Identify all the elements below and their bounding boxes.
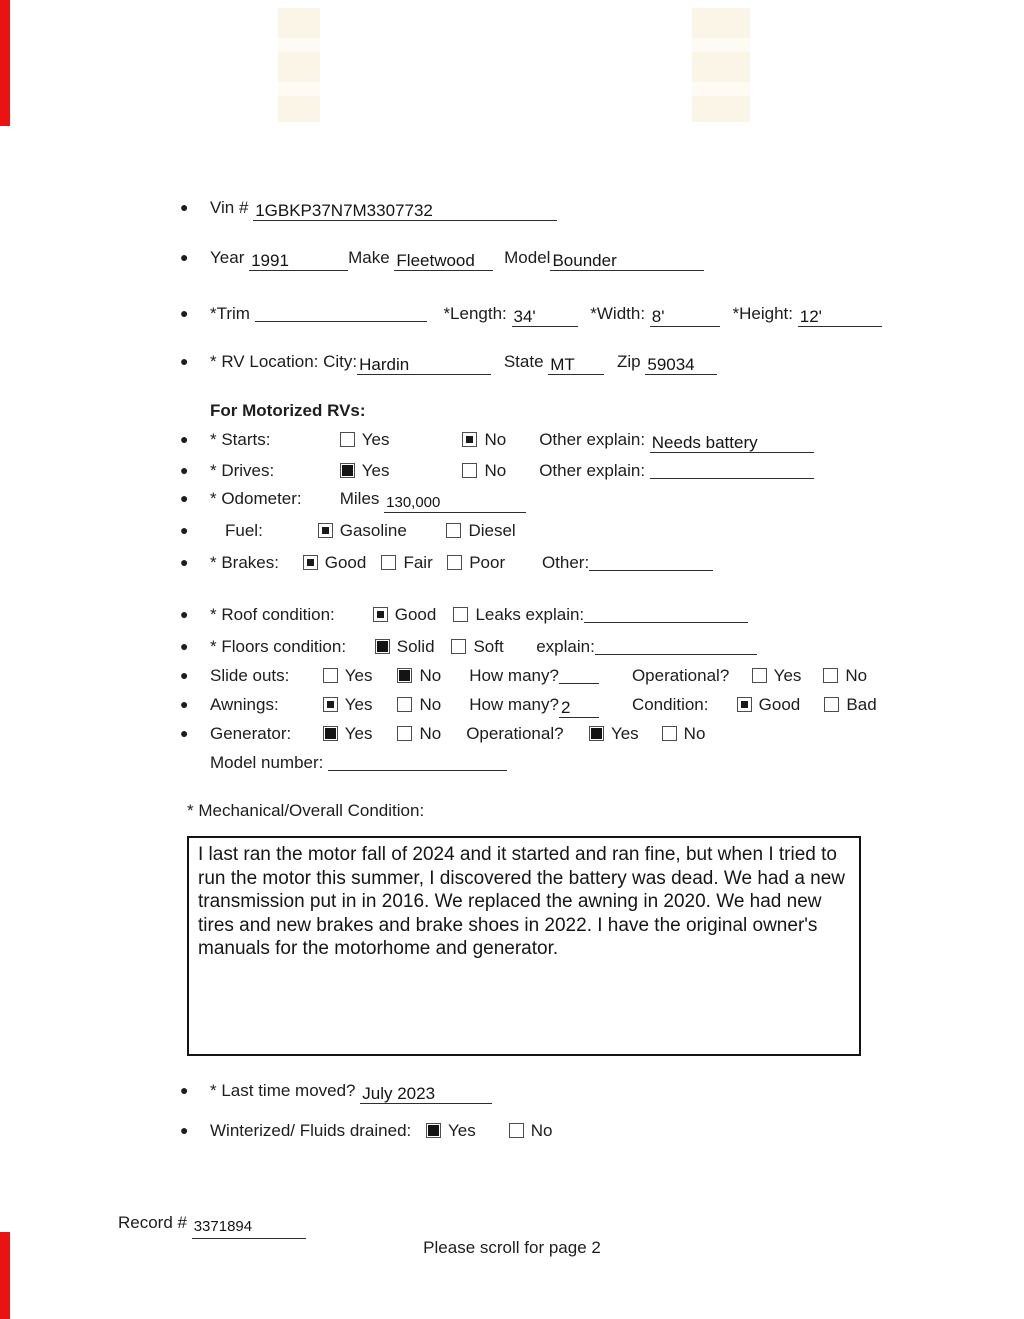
- starts-row: [180, 428, 814, 453]
- record-number-row: [118, 1213, 306, 1239]
- slideouts-no-checkbox[interactable]: [397, 668, 412, 683]
- fuel-gasoline-label: Gasoline: [339, 521, 407, 540]
- watermark-block-right: [692, 8, 750, 122]
- winterized-no-checkbox[interactable]: [509, 1123, 524, 1138]
- record-number-field[interactable]: 3371894: [192, 1218, 306, 1239]
- slideouts-howmany-label: How many?: [469, 666, 559, 685]
- bullet-icon: ●: [180, 249, 189, 265]
- year-field[interactable]: 1991: [249, 250, 348, 271]
- winterized-no-label: No: [530, 1121, 553, 1140]
- awnings-label: Awnings:: [210, 695, 279, 714]
- starts-other-field[interactable]: Needs battery: [650, 432, 814, 453]
- brakes-good-checkbox[interactable]: [303, 555, 318, 570]
- starts-no-label: No: [484, 430, 507, 449]
- awnings-howmany-field[interactable]: 2: [559, 697, 599, 718]
- awnings-yes-label: Yes: [344, 695, 373, 714]
- slideouts-yes-checkbox[interactable]: [323, 668, 338, 683]
- starts-label: * Starts:: [210, 430, 271, 449]
- height-label: *Height:: [732, 304, 793, 323]
- bullet-icon: ●: [180, 305, 189, 321]
- bullet-icon: ●: [180, 606, 189, 622]
- brakes-other-label: Other:: [541, 553, 590, 572]
- awnings-bad-checkbox[interactable]: [824, 697, 839, 712]
- slideouts-yes-label: Yes: [344, 666, 373, 685]
- bullet-icon: ●: [180, 431, 189, 447]
- scroll-for-page-2-note: Please scroll for page 2: [423, 1238, 601, 1257]
- odometer-label: * Odometer:: [210, 489, 302, 508]
- bullet-icon: ●: [180, 696, 189, 712]
- slideouts-op-no-checkbox[interactable]: [823, 668, 838, 683]
- miles-field[interactable]: 130,000: [384, 492, 526, 513]
- fuel-diesel-label: Diesel: [468, 521, 516, 540]
- trim-field[interactable]: [255, 301, 427, 322]
- vin-label: Vin #: [210, 198, 249, 217]
- bullet-icon: ●: [180, 462, 189, 478]
- vin-row: [180, 196, 557, 221]
- make-label: Make: [348, 248, 390, 267]
- length-field[interactable]: 34': [512, 306, 578, 327]
- mechanical-condition-textbox[interactable]: I last ran the motor fall of 2024 and it started and ran fine, but when I tried to run the motor this summer, I discovered the battery was dead. We had a new transmission put in in 2016. We replaced the awning in 2020. We had new tires and new brakes and brake shoes in 2022. I have the original owner's manuals for the motorhome and generator.: [187, 836, 861, 1056]
- winterized-row: [180, 1119, 552, 1142]
- starts-no-checkbox[interactable]: [462, 432, 477, 447]
- brakes-label: * Brakes:: [210, 553, 279, 572]
- winterized-yes-checkbox[interactable]: [426, 1123, 441, 1138]
- awnings-bad-label: Bad: [846, 695, 877, 714]
- model-field[interactable]: Bounder: [550, 250, 704, 271]
- year-make-model-row: [180, 246, 704, 271]
- generator-no-checkbox[interactable]: [397, 726, 412, 741]
- slideouts-howmany-field[interactable]: [559, 663, 599, 684]
- generator-op-yes-checkbox[interactable]: [589, 726, 604, 741]
- height-field[interactable]: 12': [798, 306, 882, 327]
- motorized-rvs-heading: For Motorized RVs:: [210, 401, 366, 420]
- winterized-label: Winterized/ Fluids drained:: [210, 1121, 412, 1140]
- starts-yes-checkbox[interactable]: [340, 432, 355, 447]
- model-number-row: [210, 750, 507, 774]
- zip-label: Zip: [617, 352, 641, 371]
- last-moved-row: [180, 1079, 492, 1104]
- brakes-good-label: Good: [324, 553, 367, 572]
- watermark-block-left: [278, 8, 320, 122]
- generator-op-no-checkbox[interactable]: [662, 726, 677, 741]
- fuel-row: [180, 519, 516, 542]
- brakes-fair-label: Fair: [403, 553, 433, 572]
- awnings-yes-checkbox[interactable]: [323, 697, 338, 712]
- generator-label: Generator:: [210, 724, 292, 743]
- last-moved-field[interactable]: July 2023: [360, 1083, 492, 1104]
- brakes-fair-checkbox[interactable]: [381, 555, 396, 570]
- width-field[interactable]: 8': [650, 306, 720, 327]
- state-label: State: [503, 352, 544, 371]
- generator-operational-label: Operational?: [466, 724, 564, 743]
- red-edge-mark-top: [0, 0, 10, 126]
- width-label: *Width:: [590, 304, 646, 323]
- floors-explain-field[interactable]: [595, 634, 757, 655]
- year-label: Year: [210, 248, 245, 267]
- slideouts-label: Slide outs:: [210, 666, 290, 685]
- slideouts-operational-label: Operational?: [631, 666, 730, 685]
- bullet-icon: ●: [180, 1122, 189, 1138]
- bullet-icon: ●: [180, 353, 189, 369]
- fuel-diesel-checkbox[interactable]: [446, 523, 461, 538]
- slideouts-no-label: No: [419, 666, 442, 685]
- drives-no-checkbox[interactable]: [462, 463, 477, 478]
- bullet-icon: ●: [180, 490, 189, 506]
- fuel-gasoline-checkbox[interactable]: [318, 523, 333, 538]
- awnings-howmany-label: How many?: [469, 695, 559, 714]
- drives-label: * Drives:: [210, 461, 275, 480]
- last-moved-label: * Last time moved?: [210, 1081, 356, 1100]
- drives-other-label: Other explain:: [539, 461, 646, 480]
- drives-yes-checkbox[interactable]: [340, 463, 355, 478]
- generator-op-yes-label: Yes: [610, 724, 639, 743]
- bullet-icon: ●: [180, 522, 189, 538]
- slideouts-op-yes-checkbox[interactable]: [752, 668, 767, 683]
- awnings-row: [180, 693, 877, 718]
- location-row: [180, 350, 717, 375]
- floors-label: * Floors condition:: [210, 637, 347, 656]
- floors-soft-label: Soft: [473, 637, 504, 656]
- generator-no-label: No: [419, 724, 442, 743]
- roof-row: [180, 602, 748, 626]
- brakes-poor-checkbox[interactable]: [447, 555, 462, 570]
- generator-yes-label: Yes: [344, 724, 373, 743]
- roof-good-checkbox[interactable]: [373, 607, 388, 622]
- floors-explain-label: explain:: [536, 637, 595, 656]
- brakes-row: [180, 550, 713, 574]
- awnings-no-label: No: [419, 695, 442, 714]
- odometer-row: [180, 487, 526, 513]
- drives-yes-label: Yes: [361, 461, 390, 480]
- slideouts-op-yes-label: Yes: [773, 666, 802, 685]
- slideouts-row: [180, 663, 867, 687]
- winterized-yes-label: Yes: [448, 1121, 476, 1140]
- roof-leaks-checkbox[interactable]: [453, 607, 468, 622]
- starts-yes-label: Yes: [361, 430, 390, 449]
- floors-solid-label: Solid: [396, 637, 435, 656]
- mechanical-heading: * Mechanical/Overall Condition:: [187, 801, 425, 820]
- miles-label: Miles: [339, 489, 380, 508]
- model-number-field[interactable]: [328, 750, 507, 771]
- location-label: * RV Location: City:: [210, 352, 358, 371]
- trim-label: *Trim: [210, 304, 250, 323]
- bullet-icon: ●: [180, 1082, 189, 1098]
- roof-leaks-label: Leaks explain:: [475, 605, 585, 624]
- state-field[interactable]: MT: [548, 354, 604, 375]
- generator-row: [180, 722, 705, 745]
- brakes-poor-label: Poor: [469, 553, 506, 572]
- city-field[interactable]: Hardin: [357, 354, 491, 375]
- generator-yes-checkbox[interactable]: [323, 726, 338, 741]
- dimensions-row: [180, 301, 882, 327]
- roof-good-label: Good: [394, 605, 437, 624]
- bullet-icon: ●: [180, 725, 189, 741]
- drives-no-label: No: [484, 461, 507, 480]
- length-label: *Length:: [443, 304, 507, 323]
- zip-field[interactable]: 59034: [645, 354, 717, 375]
- bullet-icon: ●: [180, 667, 189, 683]
- awnings-condition-label: Condition:: [631, 695, 709, 714]
- model-number-label: Model number:: [210, 753, 324, 772]
- awnings-good-label: Good: [758, 695, 801, 714]
- floors-soft-checkbox[interactable]: [451, 639, 466, 654]
- generator-op-no-label: No: [683, 724, 706, 743]
- awnings-good-checkbox[interactable]: [737, 697, 752, 712]
- roof-label: * Roof condition:: [210, 605, 335, 624]
- model-label: Model: [504, 248, 551, 267]
- drives-other-field[interactable]: [650, 458, 814, 479]
- make-field[interactable]: Fleetwood: [394, 250, 493, 271]
- slideouts-op-no-label: No: [845, 666, 868, 685]
- vin-field[interactable]: 1GBKP37N7M3307732: [253, 200, 557, 221]
- brakes-other-field[interactable]: [589, 550, 713, 571]
- starts-other-label: Other explain:: [539, 430, 646, 449]
- floors-row: [180, 634, 757, 658]
- fuel-label: Fuel:: [225, 521, 263, 540]
- record-number-label: Record #: [118, 1213, 187, 1232]
- bullet-icon: ●: [180, 199, 189, 215]
- drives-row: [180, 458, 814, 482]
- floors-solid-checkbox[interactable]: [375, 639, 390, 654]
- bullet-icon: ●: [180, 638, 189, 654]
- bullet-icon: ●: [180, 554, 189, 570]
- roof-explain-field[interactable]: [584, 602, 748, 623]
- awnings-no-checkbox[interactable]: [397, 697, 412, 712]
